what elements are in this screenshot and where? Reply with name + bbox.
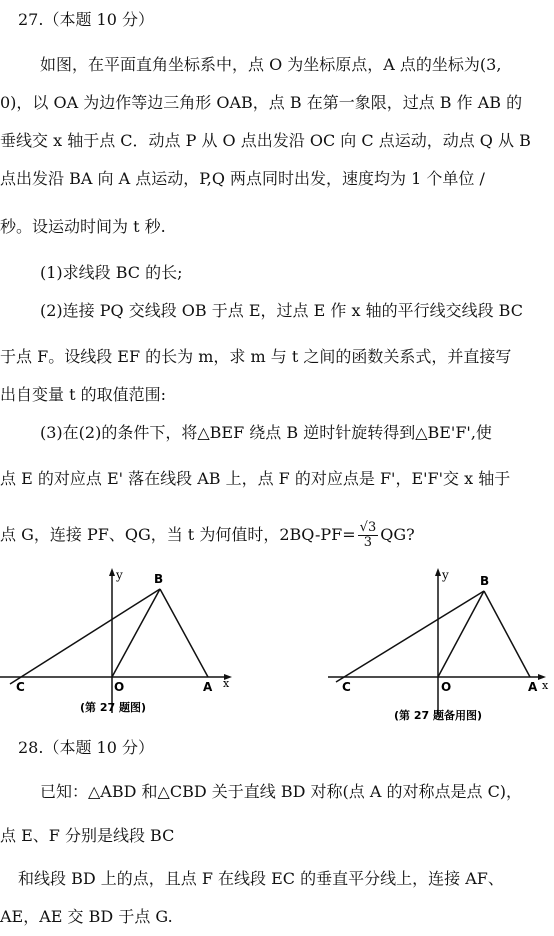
problem-28-header: 28.（本题 10 分） [18,738,154,757]
figure-27-backup-caption: (第 27 题备用图) [394,709,483,722]
problem-28-line-4: AE，AE 交 BD 于点 G. [0,907,173,926]
figure-27-backup [320,565,554,723]
question-3-text-after-fraction: QG? [380,525,415,544]
label-A: A [528,680,538,694]
problem-28-line-1: 已知：△ABD 和△CBD 关于直线 BD 对称(点 A 的对称点是点 C)， [40,782,523,801]
question-3-text-before-fraction: 点 G，连接 PF、QG，当 t 为何值时，2BQ-PF= [0,525,356,544]
problem-27-question-1: (1)求线段 BC 的长; [40,263,183,282]
segment-OB [112,589,160,677]
problem-27-question-2-line-2: 于点 F。设线段 EF 的长为 m，求 m 与 t 之间的函数关系式，并直接写 [0,347,512,366]
label-C: C [342,680,351,694]
segment-BA [484,591,530,677]
label-C: C [16,680,25,694]
label-B: B [480,574,490,588]
segment-BA [160,589,208,677]
problem-27-question-2-line-3: 出自变量 t 的取值范围: [0,385,166,404]
sqrt3-over-3-fraction [358,521,379,550]
label-y: y [442,568,449,582]
problem-27-intro-line-2: 0)，以 OA 为边作等边三角形 OAB，点 B 在第一象限，过点 B 作 AB 的 [0,93,523,112]
problem-27-intro-line-1: 如图，在平面直角坐标系中，点 O 为坐标原点，A 点的坐标为(3, [40,55,502,74]
fraction-denominator: 3 [363,535,373,550]
figure-27-main [0,565,240,715]
segment-OB [438,591,484,677]
problem-28-line-2: 点 E、F 分别是线段 BC [0,826,175,845]
label-B: B [154,572,164,586]
label-x: x [223,677,230,690]
problem-27-question-3-line-1: (3)在(2)的条件下，将△BEF 绕点 B 逆时针旋转得到△BE'F',使 [40,423,492,442]
problem-27-intro-line-3: 垂线交 x 轴于点 C．动点 P 从 O 点出发沿 OC 向 C 点运动，动点 Q 从 B [0,131,531,150]
problem-27-question-3-line-2: 点 E 的对应点 E' 落在线段 AB 上，点 F 的对应点是 F'，E'F'交 x 轴于 [0,469,511,488]
segment-CB [336,591,484,682]
figure-27-caption: (第 27 题图) [80,701,147,714]
problem-27-intro-line-5: 秒。设运动时间为 t 秒. [0,217,166,236]
y-axis-arrow [435,568,441,576]
problem-27-question-2-line-1: (2)连接 PQ 交线段 OB 于点 E，过点 E 作 x 轴的平行线交线段 BC [40,301,523,320]
fraction-numerator: √3 [359,520,377,535]
label-y: y [116,568,123,582]
problem-28-line-3: 和线段 BD 上的点，且点 F 在线段 EC 的垂直平分线上，连接 AF、 [18,869,504,888]
problem-27-intro-line-4: 点出发沿 BA 向 A 点运动，P,Q 两点同时出发，速度均为 1 个单位 / [0,169,485,188]
segment-CB [10,589,160,684]
label-A: A [203,680,213,694]
label-O: O [441,680,452,694]
label-O: O [114,680,125,694]
problem-27-header: 27.（本题 10 分） [18,10,154,29]
label-x: x [542,679,549,692]
problem-27-question-3-line-3 [0,521,415,550]
y-axis-arrow [109,568,115,576]
